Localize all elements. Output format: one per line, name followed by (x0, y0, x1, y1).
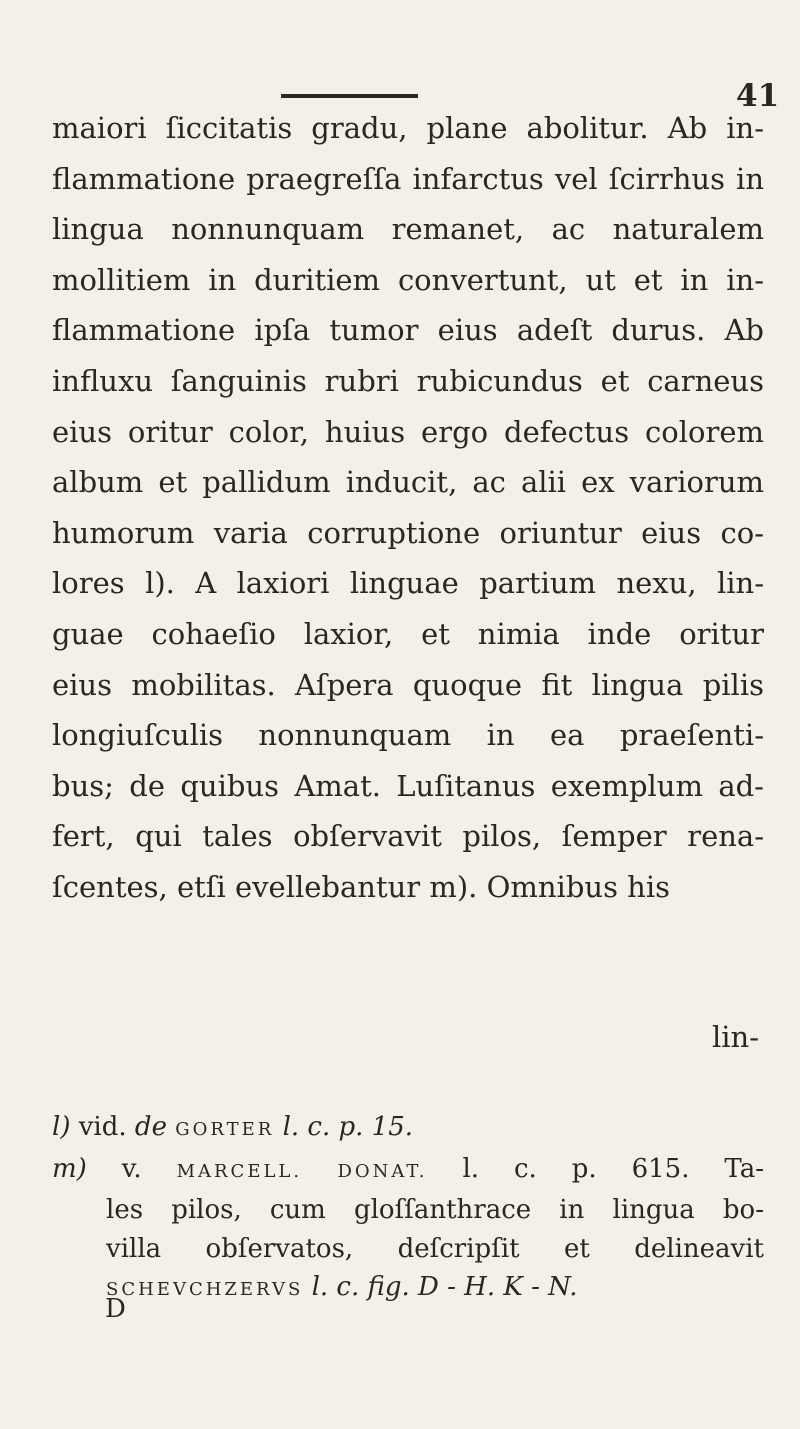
text-line: mollitiem in duritiem convertunt, ut et in in- (52, 262, 764, 297)
footnote-author: GORTER (175, 1119, 275, 1140)
text-line: lores l). A laxiori linguae partium nexu, lin- (52, 566, 764, 601)
footnote-line: villa obſervatos, deſcripſit et delineavit (106, 1233, 764, 1264)
text-line: lingua nonnunquam remanet, ac naturalem (52, 212, 764, 247)
page-number: 41 (736, 78, 780, 114)
main-text (52, 103, 764, 913)
footnote-mark: l) (52, 1112, 71, 1142)
text-line: flammatione ipſa tumor eius adeſt durus. Ab (52, 313, 764, 348)
text-line: eius oritur color, huius ergo defectus colorem (52, 414, 764, 449)
catchword: lin- (712, 1020, 760, 1054)
footnote-line (52, 1268, 764, 1310)
text-line: guae cohaeſio laxior, et nimia inde oritur (52, 616, 764, 651)
footnote-reference: l. c. p. 615. Ta- (462, 1153, 765, 1184)
text-line: album et pallidum inducit, ac alii ex variorum (52, 465, 764, 500)
footnote-reference: l. c. p. 15. (282, 1112, 414, 1142)
footnotes (52, 1108, 764, 1310)
footnote-mark: m) (52, 1153, 87, 1184)
text-line: flammatione praegreſſa infarctus vel ſcirrhus in (52, 161, 764, 196)
text-line: bus; de quibus Amat. Luſitanus exemplum ad- (52, 768, 764, 803)
footnote-author: MARCELL. DONAT. (176, 1160, 428, 1182)
footnote-reference: l. c. fig. D - H. K - N. (311, 1272, 578, 1302)
text-line: longiuſculis nonnunquam in ea praeſenti- (52, 718, 764, 753)
text-line: influxu ſanguinis rubri rubicundus et carneus (52, 363, 764, 398)
header-rule (281, 94, 418, 98)
footnote-line: les pilos, cum gloſſanthrace in lingua bo- (106, 1195, 764, 1225)
footnote-de: de (134, 1112, 167, 1142)
footnote-l (52, 1108, 764, 1150)
footnote-m (52, 1150, 764, 1192)
text-line: humorum varia corruptione oriuntur eius co- (52, 515, 764, 550)
footnote-prefix: v. (121, 1153, 142, 1184)
footnote-prefix: vid. (78, 1112, 127, 1142)
footnote-author: SCHEVCHZERVS (106, 1279, 304, 1300)
text-line: ſcentes, etſi evellebantur m). Omnibus his (52, 869, 671, 904)
signature-mark: D (105, 1294, 126, 1324)
text-line: eius mobilitas. Aſpera quoque fit lingua pilis (52, 667, 764, 702)
text-line: maiori ſiccitatis gradu, plane abolitur. Ab in- (52, 111, 764, 145)
text-line: fert, qui tales obſervavit pilos, ſemper rena- (52, 819, 764, 854)
